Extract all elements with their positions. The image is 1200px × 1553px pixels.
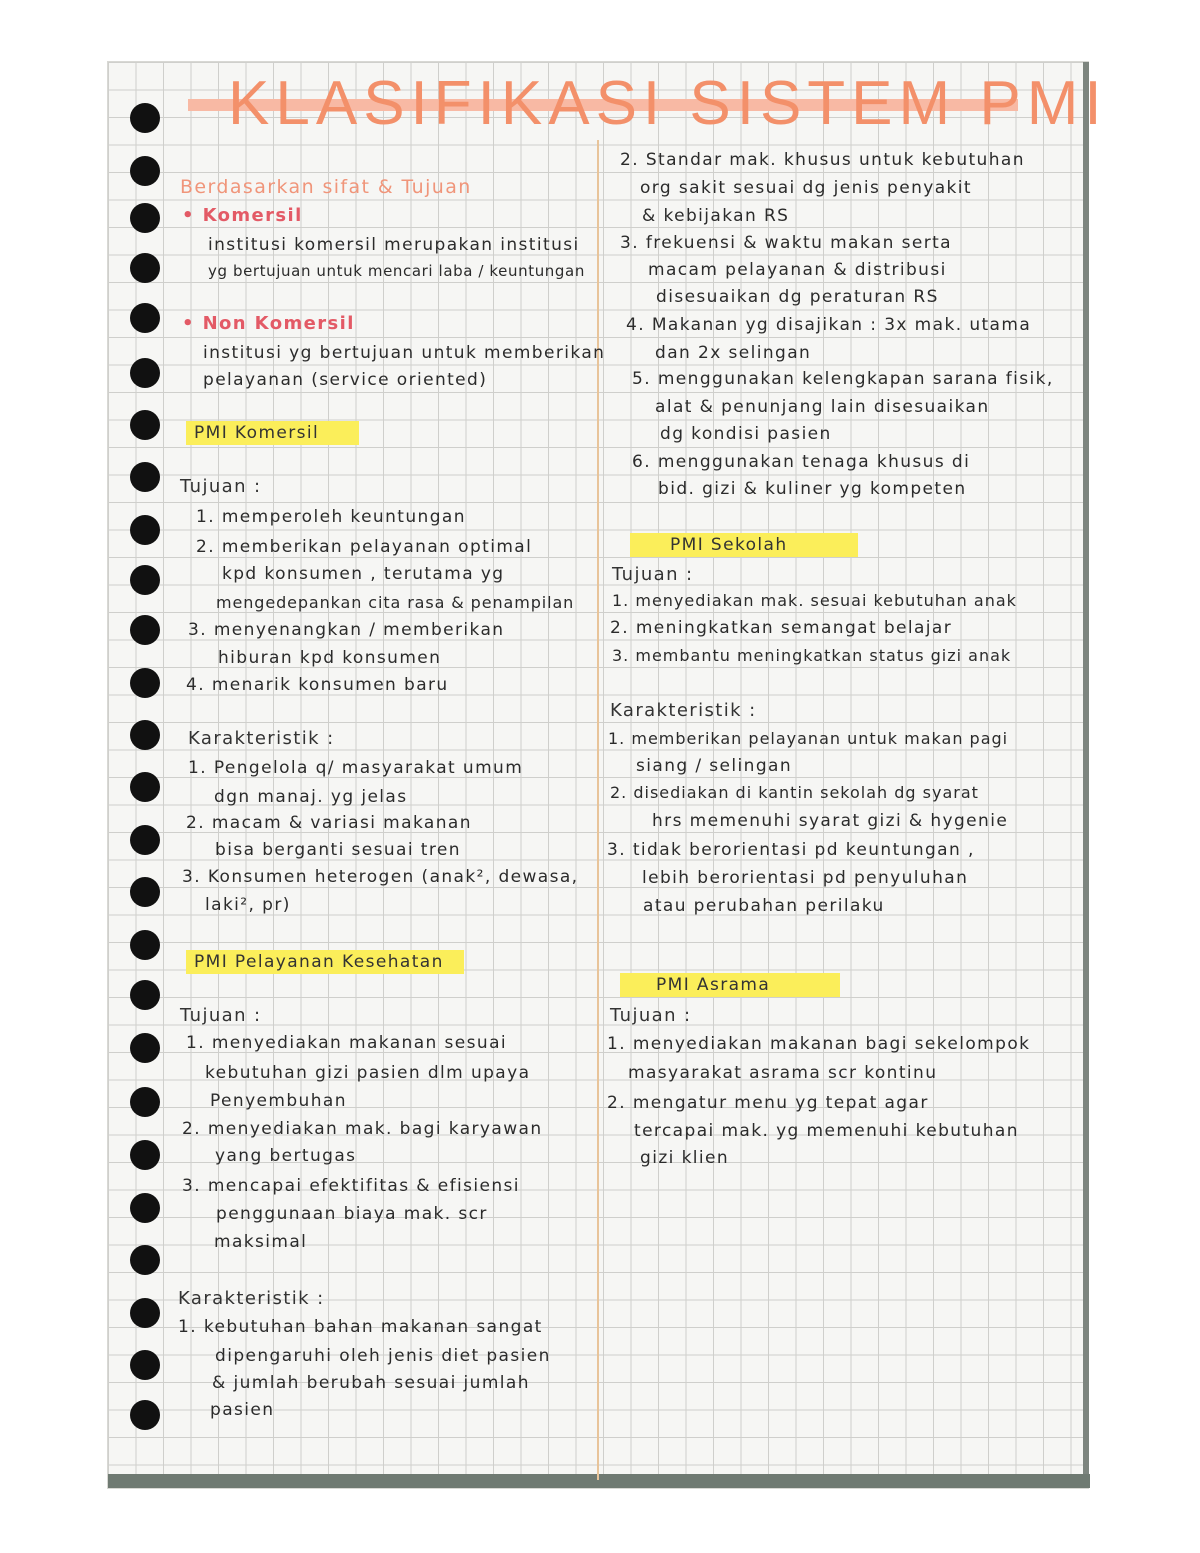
karakteristik-item: 1. memberikan pelayanan untuk makan pagi xyxy=(608,729,1009,748)
karakteristik-item: dipengaruhi oleh jenis diet pasien xyxy=(215,1346,551,1366)
kesehatan-cont-item: alat & penunjang lain disesuaikan xyxy=(655,397,990,417)
page-edge-right xyxy=(1083,62,1089,1488)
binding-hole xyxy=(130,1298,160,1328)
binding-hole xyxy=(130,1193,160,1223)
tujuan-item: 4. menarik konsumen baru xyxy=(186,675,449,695)
karakteristik-label: Karakteristik : xyxy=(188,728,335,749)
tujuan-item: penggunaan biaya mak. scr xyxy=(216,1204,488,1224)
binding-hole xyxy=(130,358,160,388)
binding-hole xyxy=(130,980,160,1010)
karakteristik-item: laki², pr) xyxy=(205,895,291,915)
kesehatan-cont-item: 4. Makanan yg disajikan : 3x mak. utama xyxy=(626,315,1032,335)
karakteristik-item: & jumlah berubah sesuai jumlah xyxy=(212,1373,530,1393)
karakteristik-item: pasien xyxy=(210,1400,275,1420)
pmi-sekolah-heading: PMI Sekolah xyxy=(630,533,858,557)
kesehatan-cont-item: macam pelayanan & distribusi xyxy=(648,260,947,280)
tujuan-item: 1. memperoleh keuntungan xyxy=(196,507,466,527)
karakteristik-label: Karakteristik : xyxy=(178,1288,325,1309)
binding-hole xyxy=(130,410,160,440)
binding-hole xyxy=(130,253,160,283)
binding-hole xyxy=(130,303,160,333)
binding-hole xyxy=(130,1245,160,1275)
non-komersil-label: • Non Komersil xyxy=(182,313,355,334)
binding-hole xyxy=(130,615,160,645)
pmi-kesehatan-heading: PMI Pelayanan Kesehatan xyxy=(186,950,464,974)
binding-hole xyxy=(130,565,160,595)
binding-hole xyxy=(130,1033,160,1063)
karakteristik-item: 2. macam & variasi makanan xyxy=(186,813,472,833)
binding-hole xyxy=(130,515,160,545)
komersil-desc-line: institusi komersil merupakan institusi xyxy=(208,235,580,255)
binding-hole xyxy=(130,203,160,233)
tujuan-item: mengedepankan cita rasa & penampilan xyxy=(216,593,575,612)
binding-hole xyxy=(130,103,160,133)
karakteristik-item: hrs memenuhi syarat gizi & hygenie xyxy=(652,811,1009,831)
tujuan-item: kebutuhan gizi pasien dlm upaya xyxy=(205,1063,531,1083)
karakteristik-item: dgn manaj. yg jelas xyxy=(214,787,408,807)
pmi-asrama-heading: PMI Asrama xyxy=(620,973,840,997)
tujuan-item: 1. menyediakan makanan bagi sekelompok xyxy=(607,1034,1031,1054)
tujuan-item: gizi klien xyxy=(640,1148,730,1168)
binding-hole xyxy=(130,1140,160,1170)
binding-hole xyxy=(130,877,160,907)
tujuan-item: maksimal xyxy=(214,1232,308,1252)
non-komersil-desc-line: institusi yg bertujuan untuk memberikan xyxy=(203,343,606,363)
kesehatan-cont-item: org sakit sesuai dg jenis penyakit xyxy=(640,178,972,198)
kesehatan-cont-item: bid. gizi & kuliner yg kompeten xyxy=(658,479,967,499)
tujuan-item: kpd konsumen , terutama yg xyxy=(222,564,505,584)
binding-hole xyxy=(130,720,160,750)
kesehatan-cont-item: 3. frekuensi & waktu makan serta xyxy=(620,233,952,253)
tujuan-item: Penyembuhan xyxy=(210,1091,347,1111)
tujuan-item: yang bertugas xyxy=(215,1146,357,1166)
komersil-desc-line: yg bertujuan untuk mencari laba / keuntungan xyxy=(208,262,585,280)
karakteristik-item: siang / selingan xyxy=(636,756,793,776)
karakteristik-item: 1. Pengelola q/ masyarakat umum xyxy=(188,758,524,778)
tujuan-item: 2. mengatur menu yg tepat agar xyxy=(607,1093,929,1113)
komersil-label: • Komersil xyxy=(182,205,303,226)
tujuan-item: 2. menyediakan mak. bagi karyawan xyxy=(182,1119,543,1139)
binding-hole xyxy=(130,825,160,855)
kesehatan-cont-item: 5. menggunakan kelengkapan sarana fisik, xyxy=(632,369,1054,389)
binding-hole xyxy=(130,1087,160,1117)
kesehatan-cont-item: dg kondisi pasien xyxy=(660,424,832,444)
tujuan-item: tercapai mak. yg memenuhi kebutuhan xyxy=(634,1121,1019,1141)
karakteristik-item: 1. kebutuhan bahan makanan sangat xyxy=(178,1317,543,1337)
kesehatan-cont-item: 2. Standar mak. khusus untuk kebutuhan xyxy=(620,150,1025,170)
karakteristik-item: lebih berorientasi pd penyuluhan xyxy=(642,868,969,888)
tujuan-item: hiburan kpd konsumen xyxy=(218,648,442,668)
tujuan-label: Tujuan : xyxy=(180,1005,262,1026)
binding-hole xyxy=(130,930,160,960)
kesehatan-cont-item: & kebijakan RS xyxy=(642,206,790,226)
page-edge-bottom xyxy=(108,1474,1090,1488)
page-title: KLASIFIKASI SISTEM PMI xyxy=(228,69,1108,138)
non-komersil-desc-line: pelayanan (service oriented) xyxy=(203,370,488,390)
binding-hole xyxy=(130,462,160,492)
karakteristik-item: bisa berganti sesuai tren xyxy=(215,840,461,860)
section-heading: Berdasarkan sifat & Tujuan xyxy=(180,176,472,198)
binding-hole xyxy=(130,1350,160,1380)
kesehatan-cont-item: dan 2x selingan xyxy=(655,343,812,363)
tujuan-label: Tujuan : xyxy=(180,476,262,497)
kesehatan-cont-item: 6. menggunakan tenaga khusus di xyxy=(632,452,971,472)
karakteristik-item: atau perubahan perilaku xyxy=(643,896,885,916)
tujuan-item: 1. menyediakan mak. sesuai kebutuhan anak xyxy=(612,591,1017,610)
binding-hole xyxy=(130,772,160,802)
karakteristik-item: 3. tidak berorientasi pd keuntungan , xyxy=(607,840,975,860)
tujuan-label: Tujuan : xyxy=(610,1005,692,1026)
binding-hole xyxy=(130,668,160,698)
kesehatan-cont-item: disesuaikan dg peraturan RS xyxy=(656,287,939,307)
binding-hole xyxy=(130,1400,160,1430)
tujuan-item: 1. menyediakan makanan sesuai xyxy=(186,1033,508,1053)
karakteristik-item: 2. disediakan di kantin sekolah dg syarat xyxy=(610,783,979,802)
karakteristik-label: Karakteristik : xyxy=(610,700,757,721)
tujuan-item: 2. meningkatkan semangat belajar xyxy=(610,618,953,638)
tujuan-item: 3. membantu meningkatkan status gizi anak xyxy=(612,646,1012,665)
tujuan-item: 3. menyenangkan / memberikan xyxy=(188,620,505,640)
tujuan-item: masyarakat asrama scr kontinu xyxy=(628,1063,938,1083)
pmi-komersil-heading: PMI Komersil xyxy=(186,421,359,445)
column-divider xyxy=(597,140,599,1480)
tujuan-item: 2. memberikan pelayanan optimal xyxy=(196,537,533,557)
binding-hole xyxy=(130,156,160,186)
tujuan-item: 3. mencapai efektifitas & efisiensi xyxy=(182,1176,520,1196)
tujuan-label: Tujuan : xyxy=(612,564,694,585)
karakteristik-item: 3. Konsumen heterogen (anak², dewasa, xyxy=(182,867,579,887)
